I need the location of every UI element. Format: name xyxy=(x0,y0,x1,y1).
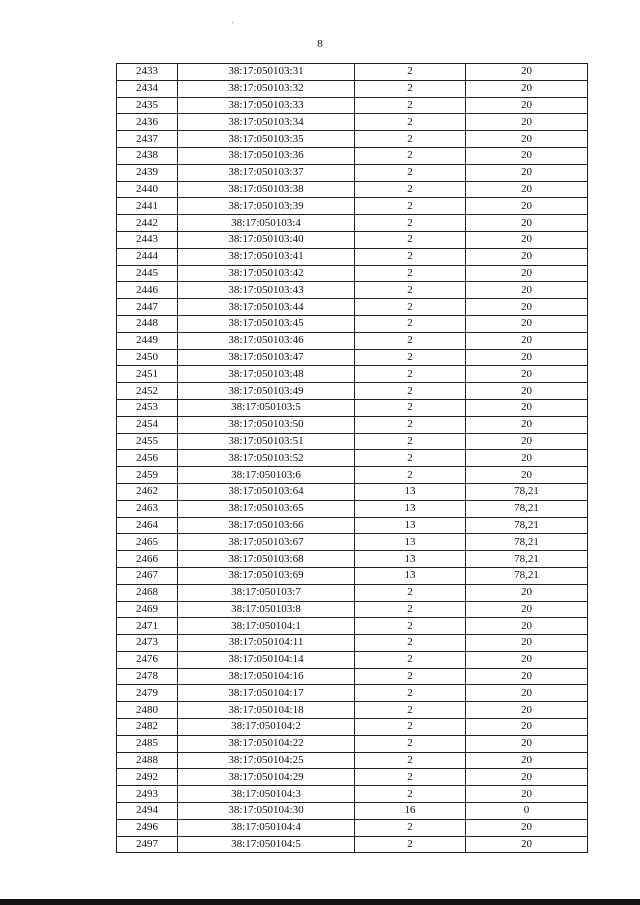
table-row xyxy=(117,584,588,601)
value-b-cell: 78,21 xyxy=(466,567,588,584)
cadastral-number-cell: 38:17:050104:14 xyxy=(178,651,355,668)
value-a-cell: 2 xyxy=(355,668,466,685)
cadastral-number-cell: 38:17:050103:40 xyxy=(178,231,355,248)
value-b-cell: 20 xyxy=(466,819,588,836)
value-a-cell: 2 xyxy=(355,786,466,803)
table-row xyxy=(117,366,588,383)
row-number-cell: 2438 xyxy=(117,147,178,164)
value-a-cell: 13 xyxy=(355,500,466,517)
cadastral-number-cell: 38:17:050103:32 xyxy=(178,80,355,97)
cadastral-number-cell: 38:17:050103:31 xyxy=(178,64,355,81)
value-a-cell: 2 xyxy=(355,164,466,181)
value-b-cell: 20 xyxy=(466,282,588,299)
cadastral-number-cell: 38:17:050104:30 xyxy=(178,803,355,820)
value-b-cell: 20 xyxy=(466,769,588,786)
row-number-cell: 2452 xyxy=(117,383,178,400)
row-number-cell: 2435 xyxy=(117,97,178,114)
value-b-cell: 78,21 xyxy=(466,517,588,534)
row-number-cell: 2434 xyxy=(117,80,178,97)
table-row xyxy=(117,282,588,299)
table-row xyxy=(117,618,588,635)
value-b-cell: 20 xyxy=(466,618,588,635)
value-a-cell: 2 xyxy=(355,299,466,316)
value-a-cell: 2 xyxy=(355,769,466,786)
cadastral-number-cell: 38:17:050103:34 xyxy=(178,114,355,131)
scan-edge-bar xyxy=(0,899,640,905)
cadastral-number-cell: 38:17:050103:5 xyxy=(178,399,355,416)
row-number-cell: 2444 xyxy=(117,248,178,265)
row-number-cell: 2478 xyxy=(117,668,178,685)
row-number-cell: 2459 xyxy=(117,467,178,484)
value-b-cell: 20 xyxy=(466,315,588,332)
row-number-cell: 2442 xyxy=(117,215,178,232)
row-number-cell: 2468 xyxy=(117,584,178,601)
value-b-cell: 20 xyxy=(466,433,588,450)
table-row xyxy=(117,517,588,534)
table-row xyxy=(117,164,588,181)
value-b-cell: 20 xyxy=(466,752,588,769)
cadastral-number-cell: 38:17:050104:25 xyxy=(178,752,355,769)
row-number-cell: 2471 xyxy=(117,618,178,635)
table-row xyxy=(117,769,588,786)
table-row xyxy=(117,181,588,198)
row-number-cell: 2493 xyxy=(117,786,178,803)
cadastral-number-cell: 38:17:050103:52 xyxy=(178,450,355,467)
table-row xyxy=(117,399,588,416)
row-number-cell: 2479 xyxy=(117,685,178,702)
value-b-cell: 20 xyxy=(466,685,588,702)
value-a-cell: 2 xyxy=(355,215,466,232)
value-b-cell: 20 xyxy=(466,80,588,97)
value-b-cell: 20 xyxy=(466,164,588,181)
value-b-cell: 20 xyxy=(466,231,588,248)
value-b-cell: 20 xyxy=(466,215,588,232)
value-b-cell: 20 xyxy=(466,97,588,114)
row-number-cell: 2469 xyxy=(117,601,178,618)
value-a-cell: 2 xyxy=(355,131,466,148)
cadastral-number-cell: 38:17:050103:67 xyxy=(178,534,355,551)
table-row xyxy=(117,215,588,232)
table-row xyxy=(117,147,588,164)
row-number-cell: 2448 xyxy=(117,315,178,332)
cadastral-number-cell: 38:17:050103:66 xyxy=(178,517,355,534)
value-a-cell: 2 xyxy=(355,231,466,248)
value-b-cell: 20 xyxy=(466,467,588,484)
table-row xyxy=(117,467,588,484)
cadastral-number-cell: 38:17:050103:51 xyxy=(178,433,355,450)
value-a-cell: 2 xyxy=(355,635,466,652)
table-row xyxy=(117,601,588,618)
row-number-cell: 2463 xyxy=(117,500,178,517)
table-row xyxy=(117,248,588,265)
row-number-cell: 2436 xyxy=(117,114,178,131)
cadastral-number-cell: 38:17:050103:39 xyxy=(178,198,355,215)
row-number-cell: 2437 xyxy=(117,131,178,148)
value-a-cell: 2 xyxy=(355,618,466,635)
table-row xyxy=(117,80,588,97)
table-row xyxy=(117,198,588,215)
value-a-cell: 2 xyxy=(355,416,466,433)
value-a-cell: 2 xyxy=(355,248,466,265)
value-a-cell: 2 xyxy=(355,819,466,836)
table-body xyxy=(117,64,588,853)
row-number-cell: 2467 xyxy=(117,567,178,584)
value-a-cell: 2 xyxy=(355,433,466,450)
cadastral-number-cell: 38:17:050103:64 xyxy=(178,483,355,500)
cadastral-number-cell: 38:17:050103:48 xyxy=(178,366,355,383)
cadastral-number-cell: 38:17:050104:2 xyxy=(178,719,355,736)
cadastral-number-cell: 38:17:050103:42 xyxy=(178,265,355,282)
value-b-cell: 0 xyxy=(466,803,588,820)
value-b-cell: 20 xyxy=(466,450,588,467)
value-a-cell: 2 xyxy=(355,601,466,618)
value-b-cell: 20 xyxy=(466,147,588,164)
row-number-cell: 2480 xyxy=(117,702,178,719)
table-row xyxy=(117,836,588,853)
table-row xyxy=(117,651,588,668)
cadastral-number-cell: 38:17:050103:69 xyxy=(178,567,355,584)
table-row xyxy=(117,383,588,400)
value-a-cell: 2 xyxy=(355,752,466,769)
value-a-cell: 2 xyxy=(355,651,466,668)
value-b-cell: 20 xyxy=(466,635,588,652)
value-a-cell: 2 xyxy=(355,332,466,349)
table-row xyxy=(117,819,588,836)
table-row xyxy=(117,786,588,803)
row-number-cell: 2456 xyxy=(117,450,178,467)
cadastral-number-cell: 38:17:050103:33 xyxy=(178,97,355,114)
table-row xyxy=(117,500,588,517)
value-b-cell: 20 xyxy=(466,383,588,400)
cadastral-table xyxy=(116,63,588,853)
row-number-cell: 2443 xyxy=(117,231,178,248)
row-number-cell: 2473 xyxy=(117,635,178,652)
table-row xyxy=(117,752,588,769)
value-a-cell: 2 xyxy=(355,735,466,752)
value-a-cell: 2 xyxy=(355,265,466,282)
value-a-cell: 2 xyxy=(355,366,466,383)
cadastral-number-cell: 38:17:050103:8 xyxy=(178,601,355,618)
value-a-cell: 2 xyxy=(355,64,466,81)
cadastral-number-cell: 38:17:050103:4 xyxy=(178,215,355,232)
value-a-cell: 2 xyxy=(355,147,466,164)
row-number-cell: 2441 xyxy=(117,198,178,215)
value-a-cell: 2 xyxy=(355,450,466,467)
value-b-cell: 78,21 xyxy=(466,500,588,517)
value-b-cell: 78,21 xyxy=(466,483,588,500)
table-row xyxy=(117,702,588,719)
table-row xyxy=(117,803,588,820)
value-a-cell: 13 xyxy=(355,534,466,551)
row-number-cell: 2482 xyxy=(117,719,178,736)
table-row xyxy=(117,534,588,551)
table-row xyxy=(117,315,588,332)
row-number-cell: 2455 xyxy=(117,433,178,450)
value-a-cell: 13 xyxy=(355,567,466,584)
row-number-cell: 2450 xyxy=(117,349,178,366)
value-a-cell: 2 xyxy=(355,181,466,198)
table-row xyxy=(117,349,588,366)
value-a-cell: 2 xyxy=(355,80,466,97)
row-number-cell: 2492 xyxy=(117,769,178,786)
value-a-cell: 2 xyxy=(355,349,466,366)
table-row xyxy=(117,719,588,736)
table-row xyxy=(117,131,588,148)
cadastral-number-cell: 38:17:050103:41 xyxy=(178,248,355,265)
row-number-cell: 2465 xyxy=(117,534,178,551)
cadastral-number-cell: 38:17:050103:68 xyxy=(178,551,355,568)
table-row xyxy=(117,567,588,584)
value-b-cell: 78,21 xyxy=(466,551,588,568)
value-b-cell: 20 xyxy=(466,702,588,719)
value-b-cell: 20 xyxy=(466,114,588,131)
cadastral-number-cell: 38:17:050104:22 xyxy=(178,735,355,752)
value-b-cell: 20 xyxy=(466,719,588,736)
cadastral-number-cell: 38:17:050103:44 xyxy=(178,299,355,316)
cadastral-number-cell: 38:17:050103:38 xyxy=(178,181,355,198)
row-number-cell: 2433 xyxy=(117,64,178,81)
value-b-cell: 78,21 xyxy=(466,534,588,551)
value-b-cell: 20 xyxy=(466,131,588,148)
value-b-cell: 20 xyxy=(466,601,588,618)
table-row xyxy=(117,685,588,702)
value-b-cell: 20 xyxy=(466,299,588,316)
value-a-cell: 2 xyxy=(355,114,466,131)
table-row xyxy=(117,64,588,81)
cadastral-number-cell: 38:17:050103:36 xyxy=(178,147,355,164)
row-number-cell: 2496 xyxy=(117,819,178,836)
value-a-cell: 2 xyxy=(355,685,466,702)
cadastral-number-cell: 38:17:050104:16 xyxy=(178,668,355,685)
table-row xyxy=(117,332,588,349)
cadastral-number-cell: 38:17:050103:45 xyxy=(178,315,355,332)
cadastral-number-cell: 38:17:050103:6 xyxy=(178,467,355,484)
value-a-cell: 2 xyxy=(355,719,466,736)
table-row xyxy=(117,265,588,282)
value-b-cell: 20 xyxy=(466,198,588,215)
row-number-cell: 2449 xyxy=(117,332,178,349)
value-b-cell: 20 xyxy=(466,416,588,433)
value-b-cell: 20 xyxy=(466,668,588,685)
cadastral-number-cell: 38:17:050104:3 xyxy=(178,786,355,803)
cadastral-number-cell: 38:17:050103:35 xyxy=(178,131,355,148)
row-number-cell: 2445 xyxy=(117,265,178,282)
row-number-cell: 2488 xyxy=(117,752,178,769)
value-a-cell: 16 xyxy=(355,803,466,820)
page-number: 8 xyxy=(317,38,323,50)
row-number-cell: 2440 xyxy=(117,181,178,198)
value-a-cell: 2 xyxy=(355,315,466,332)
cadastral-number-cell: 38:17:050103:65 xyxy=(178,500,355,517)
value-a-cell: 2 xyxy=(355,836,466,853)
row-number-cell: 2462 xyxy=(117,483,178,500)
value-a-cell: 2 xyxy=(355,383,466,400)
value-b-cell: 20 xyxy=(466,786,588,803)
row-number-cell: 2447 xyxy=(117,299,178,316)
cadastral-number-cell: 38:17:050103:7 xyxy=(178,584,355,601)
value-b-cell: 20 xyxy=(466,332,588,349)
cadastral-number-cell: 38:17:050103:43 xyxy=(178,282,355,299)
row-number-cell: 2485 xyxy=(117,735,178,752)
cadastral-number-cell: 38:17:050104:11 xyxy=(178,635,355,652)
table-row xyxy=(117,231,588,248)
row-number-cell: 2497 xyxy=(117,836,178,853)
value-a-cell: 13 xyxy=(355,483,466,500)
cadastral-number-cell: 38:17:050104:17 xyxy=(178,685,355,702)
value-b-cell: 20 xyxy=(466,836,588,853)
value-a-cell: 2 xyxy=(355,702,466,719)
row-number-cell: 2464 xyxy=(117,517,178,534)
value-a-cell: 2 xyxy=(355,97,466,114)
table-row xyxy=(117,416,588,433)
value-b-cell: 20 xyxy=(466,366,588,383)
table-row xyxy=(117,635,588,652)
value-a-cell: 13 xyxy=(355,517,466,534)
table-row xyxy=(117,735,588,752)
value-a-cell: 13 xyxy=(355,551,466,568)
cadastral-number-cell: 38:17:050104:5 xyxy=(178,836,355,853)
row-number-cell: 2454 xyxy=(117,416,178,433)
cadastral-number-cell: 38:17:050103:49 xyxy=(178,383,355,400)
cadastral-number-cell: 38:17:050103:50 xyxy=(178,416,355,433)
value-b-cell: 20 xyxy=(466,651,588,668)
cadastral-number-cell: 38:17:050104:29 xyxy=(178,769,355,786)
cadastral-number-cell: 38:17:050104:4 xyxy=(178,819,355,836)
row-number-cell: 2439 xyxy=(117,164,178,181)
cadastral-number-cell: 38:17:050103:47 xyxy=(178,349,355,366)
value-b-cell: 20 xyxy=(466,399,588,416)
cadastral-number-cell: 38:17:050103:37 xyxy=(178,164,355,181)
row-number-cell: 2453 xyxy=(117,399,178,416)
table-row xyxy=(117,450,588,467)
value-b-cell: 20 xyxy=(466,181,588,198)
table-row xyxy=(117,483,588,500)
row-number-cell: 2476 xyxy=(117,651,178,668)
value-b-cell: 20 xyxy=(466,265,588,282)
value-b-cell: 20 xyxy=(466,584,588,601)
cadastral-number-cell: 38:17:050104:18 xyxy=(178,702,355,719)
table-row xyxy=(117,114,588,131)
value-a-cell: 2 xyxy=(355,584,466,601)
row-number-cell: 2446 xyxy=(117,282,178,299)
value-b-cell: 20 xyxy=(466,248,588,265)
value-a-cell: 2 xyxy=(355,399,466,416)
row-number-cell: 2466 xyxy=(117,551,178,568)
value-a-cell: 2 xyxy=(355,282,466,299)
value-b-cell: 20 xyxy=(466,735,588,752)
table-row xyxy=(117,551,588,568)
cadastral-number-cell: 38:17:050104:1 xyxy=(178,618,355,635)
table-row xyxy=(117,299,588,316)
table-row xyxy=(117,668,588,685)
cadastral-number-cell: 38:17:050103:46 xyxy=(178,332,355,349)
value-a-cell: 2 xyxy=(355,467,466,484)
row-number-cell: 2494 xyxy=(117,803,178,820)
value-b-cell: 20 xyxy=(466,349,588,366)
row-number-cell: 2451 xyxy=(117,366,178,383)
table-row xyxy=(117,433,588,450)
table-row xyxy=(117,97,588,114)
value-a-cell: 2 xyxy=(355,198,466,215)
value-b-cell: 20 xyxy=(466,64,588,81)
scan-speck xyxy=(232,22,233,23)
